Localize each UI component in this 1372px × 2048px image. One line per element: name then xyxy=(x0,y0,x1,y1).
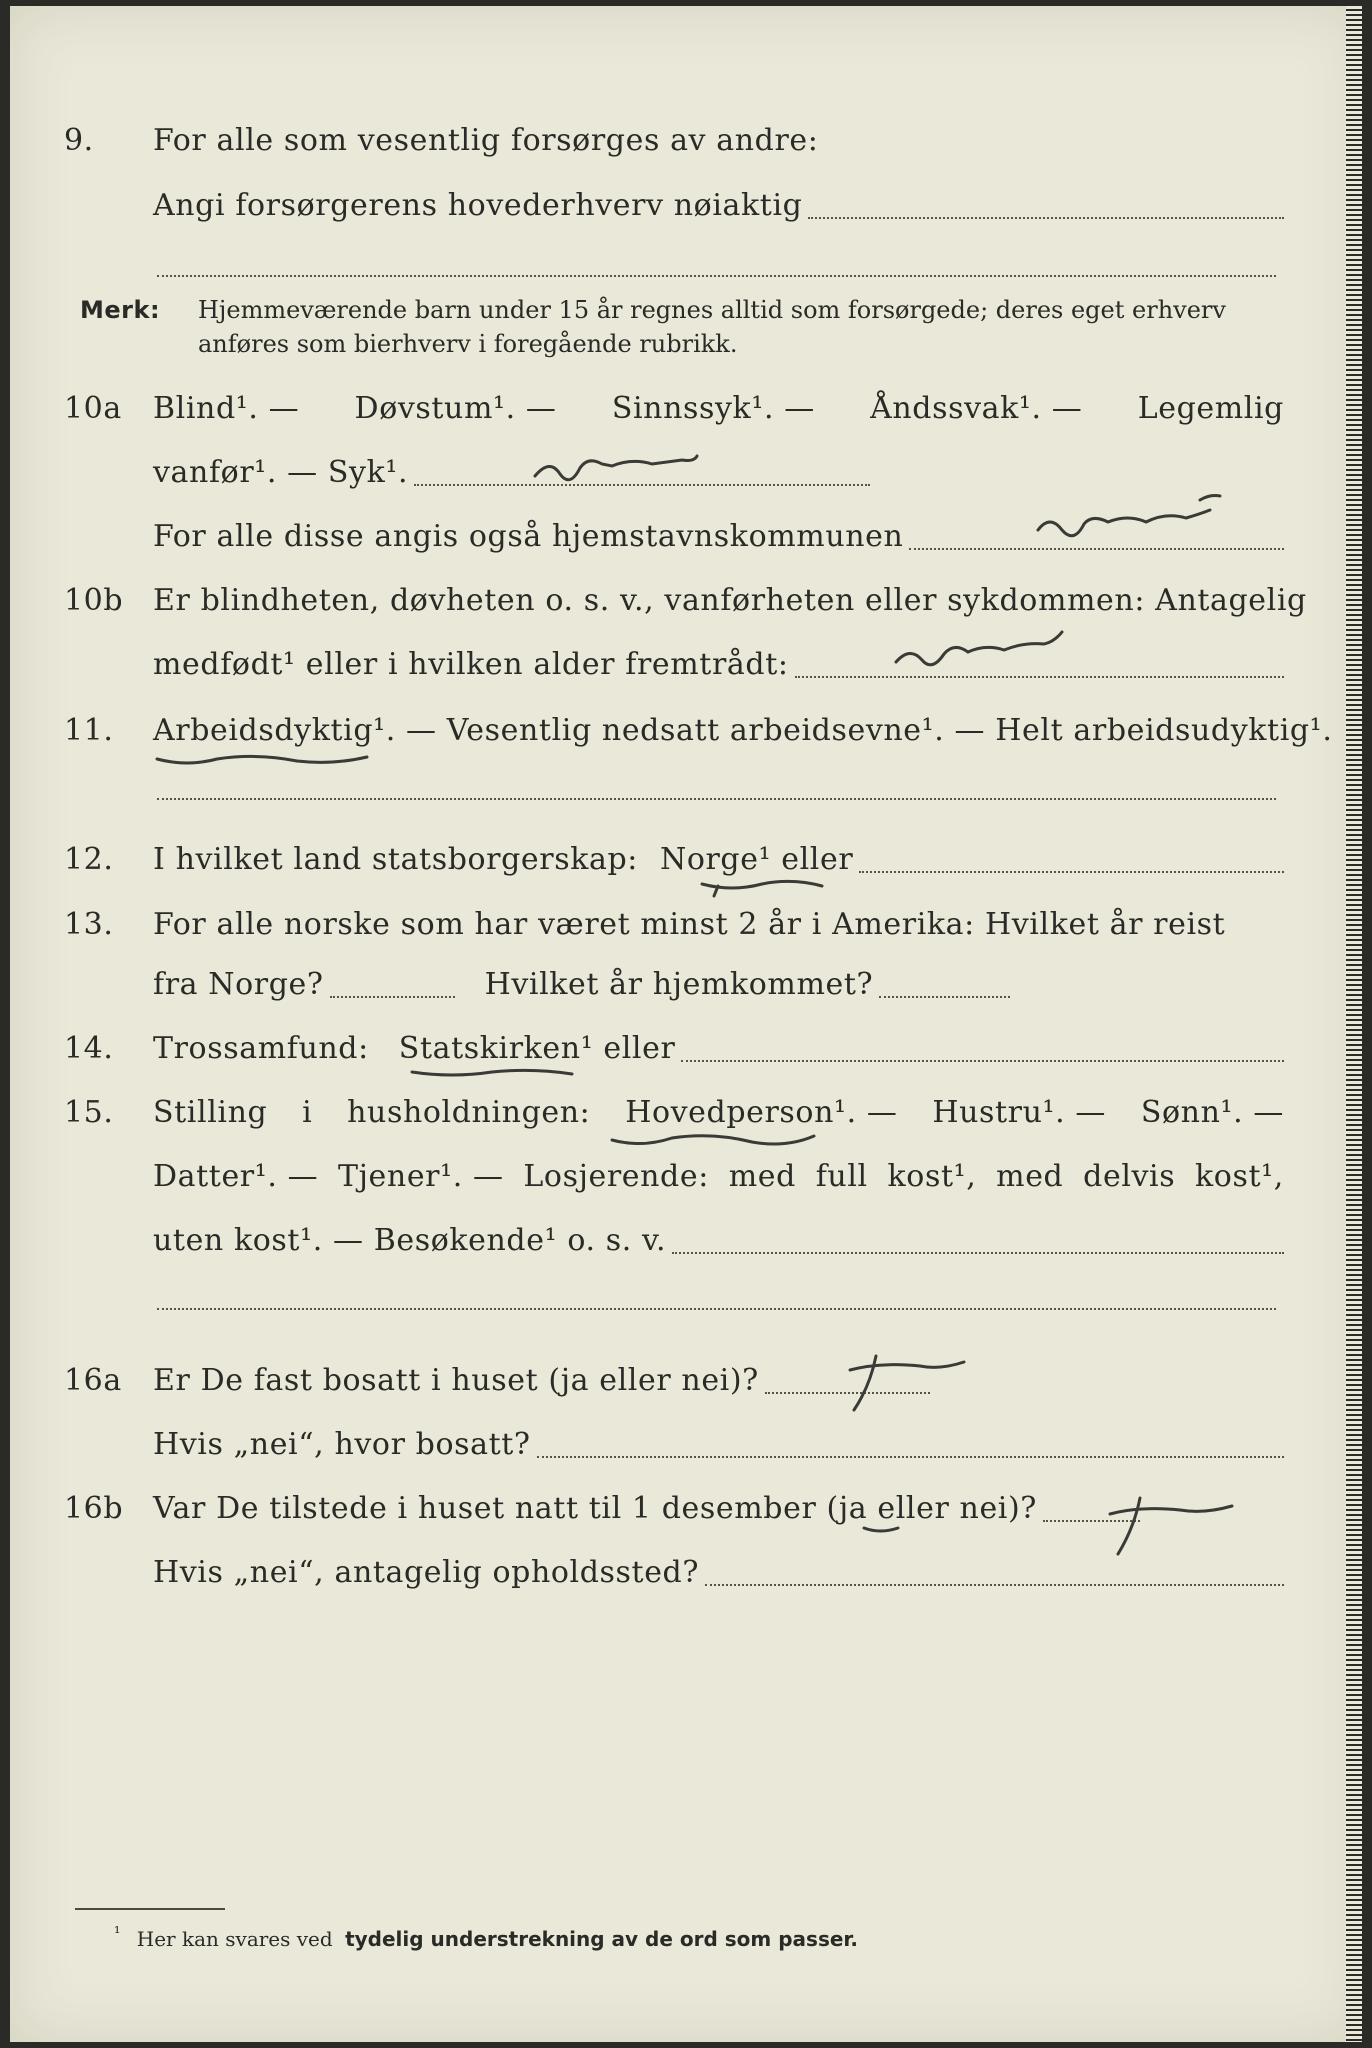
q13-number: 13. xyxy=(64,907,114,942)
q10a-item-sinnssyk: Sinnssyk¹. — xyxy=(611,391,815,426)
q16b-opholdssted-field[interactable] xyxy=(705,1583,1284,1586)
q16b-line-1: Var De tilstede i huset natt til 1 desember (ja eller nei)? xyxy=(153,1491,1037,1526)
q14-row xyxy=(10,1022,1350,1072)
footnote-rule xyxy=(75,1908,225,1910)
q11-answer-rule[interactable] xyxy=(157,798,1276,800)
q13-line-2a: fra Norge? xyxy=(153,967,324,1002)
q15-word: husholdningen: xyxy=(347,1095,591,1130)
q16a-line-1: Er De fast bosatt i huset (ja eller nei)? xyxy=(153,1363,759,1398)
q14-label: Trossamfund: xyxy=(153,1031,369,1066)
q16b-number: 16b xyxy=(64,1491,124,1526)
footnote xyxy=(114,1923,858,1951)
handwritten-answer-nei-10a-syk xyxy=(530,446,700,486)
q15-option-hustru[interactable]: Hustru¹. — xyxy=(932,1095,1107,1130)
q13-line-1: For alle norske som har været minst 2 år i Amerika: Hvilket år reist xyxy=(153,907,1226,942)
q9-line-2: Angi forsørgerens hovederhverv nøiaktig xyxy=(153,188,803,223)
footnote-bold: tydelig understrekning av de ord som passer. xyxy=(345,1926,859,1951)
q15-word: med xyxy=(996,1159,1064,1194)
q13-hjemkommet-field[interactable] xyxy=(879,995,1010,998)
q14-number: 14. xyxy=(64,1031,114,1066)
q9-answer-field[interactable] xyxy=(808,216,1284,219)
underline-mark-statskirken xyxy=(408,1064,578,1080)
q16b-line-2: Hvis „nei“, antagelig opholdssted? xyxy=(153,1555,700,1590)
merk-label: Merk: xyxy=(80,296,161,324)
q14-option-statskirken[interactable]: Statskirken¹ xyxy=(398,1031,594,1066)
q16a-row-2 xyxy=(10,1418,1350,1468)
footnote-plain: Her kan svares ved xyxy=(136,1926,333,1951)
q13-row-2 xyxy=(10,958,1350,1008)
q10a-line-3: For alle disse angis også hjemstavnskommunen xyxy=(153,519,904,554)
q12-line-1: I hvilket land statsborgerskap: xyxy=(153,842,638,877)
q11-number: 11. xyxy=(64,713,114,748)
underline-mark-norge xyxy=(698,876,828,898)
q14-suffix: eller xyxy=(603,1031,676,1066)
q16a-number: 16a xyxy=(64,1363,122,1398)
q15-line-3: uten kost¹. — Besøkende¹ o. s. v. xyxy=(153,1223,667,1258)
underline-mark-arbeidsdyktig xyxy=(153,749,373,769)
q16a-line-2: Hvis „nei“, hvor bosatt? xyxy=(153,1427,531,1462)
q12-row xyxy=(10,833,1350,883)
q10a-row-1 xyxy=(10,382,1350,432)
q15-word: Losjerende: xyxy=(523,1159,709,1194)
q9-row-1 xyxy=(10,114,1350,164)
q10a-item-dovstum: Døvstum¹. — xyxy=(354,391,557,426)
q15-word: delvis xyxy=(1083,1159,1176,1194)
q16a-row-1 xyxy=(10,1354,1350,1404)
footnote-mark: ¹ xyxy=(114,1923,121,1942)
q15-option-hovedperson[interactable]: Hovedperson¹. — xyxy=(625,1095,898,1130)
underline-mark-hovedperson xyxy=(608,1130,818,1150)
q10a-line-2: vanfør¹. — Syk¹. xyxy=(153,455,409,490)
q11-line-1: Arbeidsdyktig¹. — Vesentlig nedsatt arbeidsevne¹. — Helt arbeidsudyktig¹. xyxy=(153,713,1333,748)
merk-note xyxy=(80,296,1226,358)
q10b-row-1 xyxy=(10,574,1350,624)
handwritten-answer-nei-10a-hjemstavn xyxy=(1030,486,1240,546)
q9-line-1: For alle som vesentlig forsørges av andre: xyxy=(153,123,819,158)
q13-row-1 xyxy=(10,898,1350,948)
q10a-number: 10a xyxy=(64,391,122,426)
q13-line-2b: Hvilket år hjemkommet? xyxy=(484,967,874,1002)
handwritten-answer-nei-10b xyxy=(890,626,1070,676)
q10b-line-2: medfødt¹ eller i hvilken alder fremtrådt: xyxy=(153,647,789,682)
q10a-hjemstavn-field[interactable] xyxy=(909,547,1284,550)
q15-answer-rule[interactable] xyxy=(157,1308,1276,1310)
q9-row-2 xyxy=(10,179,1350,229)
census-form-sheet xyxy=(10,6,1362,2042)
q15-word: full xyxy=(815,1159,868,1194)
q15-row-3 xyxy=(10,1214,1350,1264)
q12-suffix: eller xyxy=(781,842,854,877)
q10a-item-legemlig: Legemlig xyxy=(1137,391,1284,426)
q11-row xyxy=(10,704,1350,754)
q15-word: kost¹, xyxy=(887,1159,977,1194)
q9-number: 9. xyxy=(64,123,94,158)
q14-other-field[interactable] xyxy=(681,1059,1284,1062)
q12-number: 12. xyxy=(64,842,114,877)
q15-option-tjener[interactable]: Tjener¹. — xyxy=(338,1159,504,1194)
q10b-row-2 xyxy=(10,638,1350,688)
q10a-item-blind: Blind¹. — xyxy=(153,391,300,426)
q12-option-norge[interactable]: Norge¹ xyxy=(659,842,772,877)
q15-row-2 xyxy=(10,1150,1350,1200)
q12-other-field[interactable] xyxy=(859,870,1284,873)
q15-word: kost¹, xyxy=(1195,1159,1284,1194)
q10a-item-andssvak: Åndssvak¹. — xyxy=(870,391,1083,426)
q15-word: Stilling xyxy=(153,1095,268,1130)
q13-reist-field[interactable] xyxy=(330,995,455,998)
separator-rule xyxy=(157,275,1276,277)
underline-mark-ja xyxy=(862,1522,902,1536)
handwritten-answer-ja-16a xyxy=(820,1350,970,1420)
q15-option-datter[interactable]: Datter¹. — xyxy=(153,1159,319,1194)
merk-line-1: Hjemmeværende barn under 15 år regnes alltid som forsørgede; deres eget erhverv xyxy=(198,296,1226,324)
q15-other-field[interactable] xyxy=(672,1251,1284,1254)
q15-word: med xyxy=(728,1159,796,1194)
q15-row-1 xyxy=(10,1086,1350,1136)
q10b-number: 10b xyxy=(64,583,124,618)
q15-word: i xyxy=(302,1095,313,1130)
handwritten-answer-ja-16b xyxy=(1080,1492,1240,1562)
q15-option-sonn[interactable]: Sønn¹. — xyxy=(1140,1095,1284,1130)
merk-line-2: anføres som bierhverv i foregående rubrikk. xyxy=(198,330,738,358)
q15-number: 15. xyxy=(64,1095,114,1130)
q10b-line-1: Er blindheten, døvheten o. s. v., vanførheten eller sykdommen: Antagelig xyxy=(153,583,1307,618)
q16a-bosatt-field[interactable] xyxy=(537,1455,1284,1458)
